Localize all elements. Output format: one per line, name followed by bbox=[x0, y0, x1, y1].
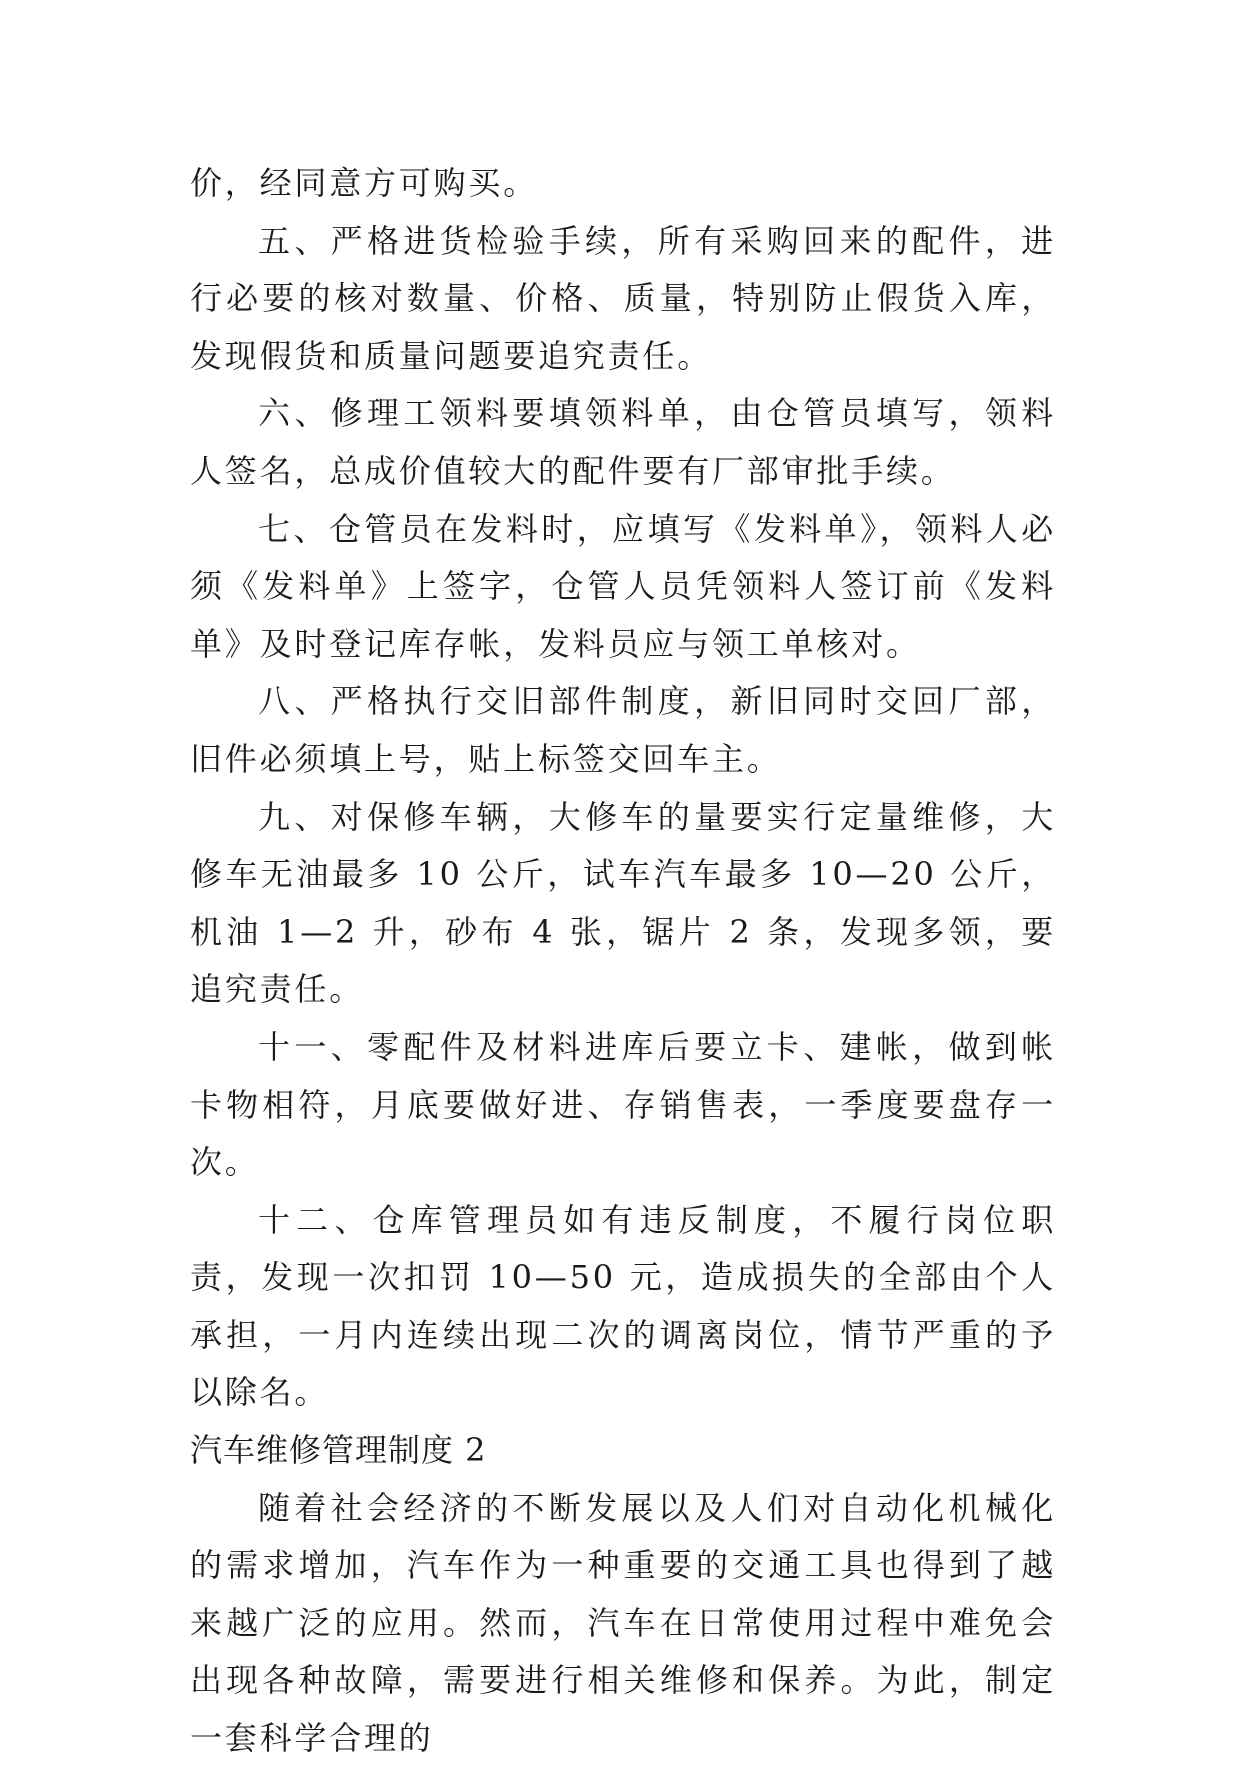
paragraph-continuation: 价，经同意方可购买。 bbox=[190, 164, 539, 202]
paragraph-item-11: 十一、零配件及材料进库后要立卡、建帐，做到帐卡物相符，月底要做好进、存销售表，一季度要盘存一次。 bbox=[190, 1027, 1056, 1182]
document-body bbox=[190, 155, 1056, 1768]
paragraph-item-9: 九、对保修车辆，大修车的量要实行定量维修，大修车无油最多 10 公斤，试车汽车最多 10—20 公斤，机油 1—2 升，砂布 4 张，锯片 2 条，发现多领，要追究责任。 bbox=[190, 797, 1056, 1009]
paragraph-item-5: 五、严格进货检验手续，所有采购回来的配件，进行必要的核对数量、价格、质量，特别防止假货入库，发现假货和质量问题要追究责任。 bbox=[190, 221, 1056, 375]
paragraph-item-8: 八、严格执行交旧部件制度，新旧同时交回厂部，旧件必须填上号，贴上标签交回车主。 bbox=[190, 682, 1056, 778]
paragraph-intro: 随着社会经济的不断发展以及人们对自动化机械化的需求增加，汽车作为一种重要的交通工具也得到了越来越广泛的应用。然而，汽车在日常使用过程中难免会出现各种故障，需要进行相关维修和保养。为此，制定一套科学合理的 bbox=[190, 1488, 1056, 1758]
paragraph-item-6: 六、修理工领料要填领料单，由仓管员填写，领料人签名，总成价值较大的配件要有厂部审批手续。 bbox=[190, 394, 1056, 490]
section-heading: 汽车维修管理制度 2 bbox=[190, 1431, 487, 1470]
paragraph-item-7: 七、仓管员在发料时，应填写《发料单》，领料人必须《发料单》上签字，仓管人员凭领料人签订前《发料单》及时登记库存帐，发料员应与领工单核对。 bbox=[190, 509, 1056, 663]
paragraph-item-12: 十二、仓库管理员如有违反制度，不履行岗位职责，发现一次扣罚 10—50 元，造成损失的全部由个人承担，一月内连续出现二次的调离岗位，情节严重的予以除名。 bbox=[190, 1200, 1056, 1412]
